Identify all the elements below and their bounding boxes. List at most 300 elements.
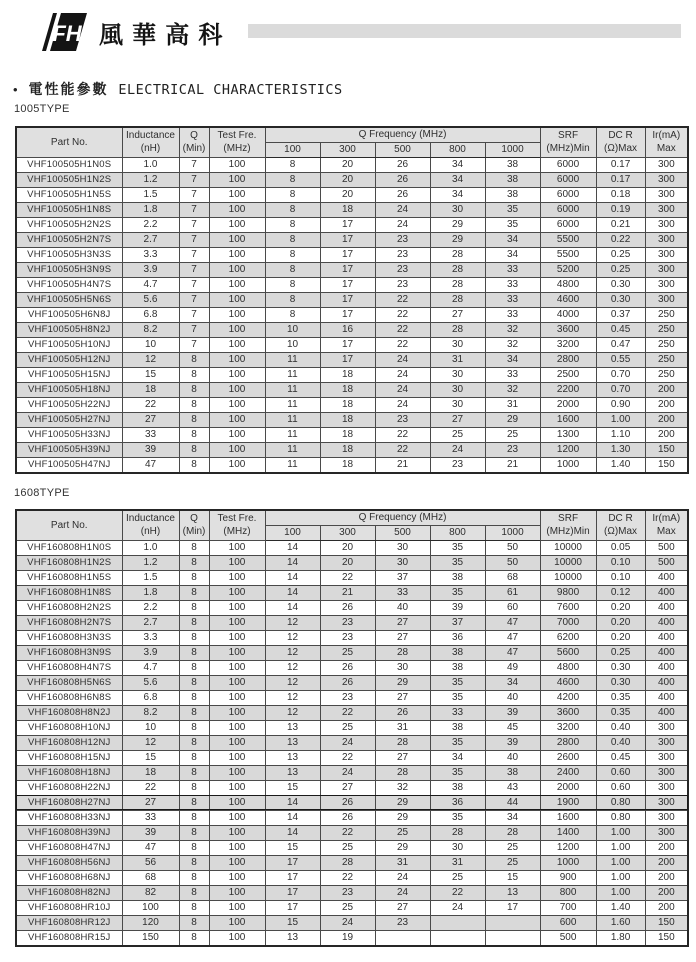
cell-value: 30 bbox=[430, 382, 485, 397]
cell-value: 24 bbox=[375, 202, 430, 217]
table-row bbox=[16, 675, 688, 690]
table-row bbox=[16, 262, 688, 277]
cell-value: 100 bbox=[209, 277, 265, 292]
cell-value: 38 bbox=[430, 780, 485, 795]
cell-value: 8 bbox=[179, 630, 209, 645]
cell-value: 18 bbox=[320, 442, 375, 457]
cell-part-no: VHF100505H33NJ bbox=[16, 427, 122, 442]
cell-value: 34 bbox=[485, 232, 540, 247]
cell-value: 18 bbox=[320, 397, 375, 412]
cell-value: 150 bbox=[645, 442, 688, 457]
cell-value: 26 bbox=[320, 810, 375, 825]
table-row bbox=[16, 187, 688, 202]
cell-value: 39 bbox=[122, 442, 179, 457]
cell-value: 12 bbox=[265, 705, 320, 720]
col-part-no: Part No. bbox=[16, 127, 122, 157]
cell-part-no: VHF160808HR10J bbox=[16, 900, 122, 915]
cell-value: 200 bbox=[645, 870, 688, 885]
cell-value: 100 bbox=[209, 810, 265, 825]
cell-value: 0.90 bbox=[596, 397, 645, 412]
col-dcr-line2: (Ω)Max bbox=[604, 143, 638, 155]
cell-value: 2800 bbox=[540, 735, 596, 750]
cell-value: 8 bbox=[265, 232, 320, 247]
cell-value: 22 bbox=[375, 427, 430, 442]
table-row bbox=[16, 855, 688, 870]
cell-value: 20 bbox=[320, 157, 375, 172]
cell-value: 300 bbox=[645, 232, 688, 247]
cell-value: 32 bbox=[485, 382, 540, 397]
cell-value: 30 bbox=[430, 840, 485, 855]
cell-value: 28 bbox=[375, 735, 430, 750]
table-row bbox=[16, 660, 688, 675]
cell-value: 4.7 bbox=[122, 660, 179, 675]
col-ir-line1: Ir(mA) bbox=[652, 512, 681, 524]
cell-value: 24 bbox=[430, 442, 485, 457]
cell-value: 150 bbox=[645, 457, 688, 473]
cell-part-no: VHF100505H22NJ bbox=[16, 397, 122, 412]
cell-value: 250 bbox=[645, 337, 688, 352]
cell-value: 23 bbox=[375, 232, 430, 247]
cell-value: 14 bbox=[265, 570, 320, 585]
cell-part-no: VHF160808H3N3S bbox=[16, 630, 122, 645]
cell-value: 6000 bbox=[540, 202, 596, 217]
cell-value: 2500 bbox=[540, 367, 596, 382]
col-q-frequency: Q Frequency (MHz) bbox=[265, 127, 540, 142]
cell-value: 8 bbox=[179, 840, 209, 855]
cell-value: 2200 bbox=[540, 382, 596, 397]
cell-value: 1.00 bbox=[596, 855, 645, 870]
cell-value: 17 bbox=[265, 900, 320, 915]
cell-value: 22 bbox=[320, 705, 375, 720]
col-srf-line2: (MHz)Min bbox=[546, 143, 590, 155]
cell-value: 100 bbox=[209, 555, 265, 570]
cell-value: 39 bbox=[122, 825, 179, 840]
col-srf-line1: SRF bbox=[558, 129, 579, 141]
cell-value: 100 bbox=[209, 795, 265, 810]
cell-part-no: VHF100505H3N9S bbox=[16, 262, 122, 277]
cell-value bbox=[430, 930, 485, 946]
cell-value: 300 bbox=[645, 172, 688, 187]
cell-part-no: VHF160808H1N5S bbox=[16, 570, 122, 585]
cell-value: 500 bbox=[645, 540, 688, 555]
cell-value: 100 bbox=[209, 720, 265, 735]
cell-value: 14 bbox=[265, 795, 320, 810]
col-dcr-line2: (Ω)Max bbox=[604, 526, 638, 538]
cell-value: 27 bbox=[122, 412, 179, 427]
cell-value: 8.2 bbox=[122, 322, 179, 337]
cell-value: 7 bbox=[179, 217, 209, 232]
cell-value: 100 bbox=[209, 352, 265, 367]
cell-value: 38 bbox=[485, 187, 540, 202]
cell-value: 21 bbox=[485, 457, 540, 473]
cell-value: 22 bbox=[122, 780, 179, 795]
cell-value: 8 bbox=[179, 412, 209, 427]
cell-value: 300 bbox=[645, 765, 688, 780]
cell-value: 6000 bbox=[540, 172, 596, 187]
cell-part-no: VHF100505H12NJ bbox=[16, 352, 122, 367]
cell-value: 24 bbox=[375, 352, 430, 367]
cell-value: 8 bbox=[179, 367, 209, 382]
cell-value: 38 bbox=[485, 765, 540, 780]
cell-value: 23 bbox=[375, 262, 430, 277]
cell-value: 100 bbox=[209, 900, 265, 915]
col-freq-300: 300 bbox=[320, 525, 375, 540]
col-test-fre-line1: Test Fre. bbox=[217, 129, 257, 141]
cell-value: 0.18 bbox=[596, 187, 645, 202]
cell-value: 22 bbox=[122, 397, 179, 412]
cell-value: 1200 bbox=[540, 442, 596, 457]
cell-value: 36 bbox=[430, 630, 485, 645]
cell-value: 23 bbox=[320, 885, 375, 900]
cell-value: 26 bbox=[320, 675, 375, 690]
cell-value: 23 bbox=[320, 690, 375, 705]
cell-value: 300 bbox=[645, 217, 688, 232]
cell-value: 100 bbox=[209, 322, 265, 337]
cell-part-no: VHF100505H15NJ bbox=[16, 367, 122, 382]
table-row bbox=[16, 337, 688, 352]
cell-value: 100 bbox=[209, 915, 265, 930]
col-freq-500: 500 bbox=[375, 142, 430, 157]
cell-value: 8 bbox=[265, 262, 320, 277]
col-dcr bbox=[596, 510, 645, 540]
cell-value: 11 bbox=[265, 412, 320, 427]
cell-value: 7 bbox=[179, 322, 209, 337]
cell-value: 8 bbox=[265, 187, 320, 202]
cell-value: 35 bbox=[430, 540, 485, 555]
cell-value: 29 bbox=[430, 217, 485, 232]
cell-value: 100 bbox=[209, 645, 265, 660]
cell-value: 22 bbox=[320, 570, 375, 585]
cell-value: 0.80 bbox=[596, 810, 645, 825]
cell-value: 0.80 bbox=[596, 795, 645, 810]
cell-value: 29 bbox=[375, 675, 430, 690]
cell-value: 40 bbox=[485, 750, 540, 765]
col-freq-800: 800 bbox=[430, 142, 485, 157]
cell-value: 32 bbox=[485, 337, 540, 352]
cell-value: 100 bbox=[209, 292, 265, 307]
cell-value: 31 bbox=[430, 352, 485, 367]
cell-value: 8 bbox=[179, 585, 209, 600]
header-row-1 bbox=[16, 127, 688, 142]
cell-value: 7 bbox=[179, 202, 209, 217]
cell-value: 27 bbox=[375, 750, 430, 765]
cell-value: 25 bbox=[320, 900, 375, 915]
cell-value: 100 bbox=[209, 427, 265, 442]
table-1005type bbox=[15, 126, 689, 474]
cell-value: 34 bbox=[485, 810, 540, 825]
cell-value: 1.60 bbox=[596, 915, 645, 930]
cell-value: 200 bbox=[645, 382, 688, 397]
table-row bbox=[16, 442, 688, 457]
cell-value: 8 bbox=[179, 720, 209, 735]
cell-part-no: VHF160808H82NJ bbox=[16, 885, 122, 900]
cell-value: 100 bbox=[209, 397, 265, 412]
cell-value: 13 bbox=[265, 765, 320, 780]
cell-value: 45 bbox=[485, 720, 540, 735]
cell-value: 100 bbox=[209, 202, 265, 217]
cell-value: 18 bbox=[122, 382, 179, 397]
cell-value: 8 bbox=[179, 675, 209, 690]
cell-value: 28 bbox=[430, 247, 485, 262]
cell-value: 8 bbox=[265, 217, 320, 232]
cell-value: 3.9 bbox=[122, 262, 179, 277]
cell-value: 400 bbox=[645, 585, 688, 600]
cell-value: 100 bbox=[209, 540, 265, 555]
cell-value: 23 bbox=[320, 615, 375, 630]
cell-value: 34 bbox=[430, 750, 485, 765]
table-row bbox=[16, 232, 688, 247]
cell-value: 8 bbox=[179, 397, 209, 412]
cell-value: 0.19 bbox=[596, 202, 645, 217]
cell-value: 8 bbox=[179, 690, 209, 705]
col-inductance bbox=[122, 510, 179, 540]
cell-part-no: VHF160808H1N0S bbox=[16, 540, 122, 555]
cell-value: 300 bbox=[645, 780, 688, 795]
table-row bbox=[16, 292, 688, 307]
cell-value: 12 bbox=[265, 645, 320, 660]
cell-value: 8 bbox=[179, 540, 209, 555]
cell-value: 700 bbox=[540, 900, 596, 915]
cell-value: 15 bbox=[122, 367, 179, 382]
cell-value: 1.00 bbox=[596, 825, 645, 840]
cell-value: 27 bbox=[430, 412, 485, 427]
col-srf-line1: SRF bbox=[558, 512, 579, 524]
cell-value: 100 bbox=[209, 675, 265, 690]
col-q-min bbox=[179, 510, 209, 540]
cell-value: 0.20 bbox=[596, 600, 645, 615]
cell-value: 27 bbox=[375, 690, 430, 705]
cell-value: 19 bbox=[320, 930, 375, 946]
table-row bbox=[16, 630, 688, 645]
cell-value: 28 bbox=[430, 277, 485, 292]
cell-value: 68 bbox=[122, 870, 179, 885]
cell-value: 33 bbox=[485, 367, 540, 382]
cell-value: 2000 bbox=[540, 780, 596, 795]
cell-value: 35 bbox=[430, 675, 485, 690]
cell-value: 4000 bbox=[540, 307, 596, 322]
cell-value: 33 bbox=[430, 705, 485, 720]
cell-part-no: VHF160808H22NJ bbox=[16, 780, 122, 795]
table-row bbox=[16, 750, 688, 765]
cell-part-no: VHF100505H10NJ bbox=[16, 337, 122, 352]
cell-value: 300 bbox=[645, 720, 688, 735]
cell-value: 38 bbox=[430, 645, 485, 660]
cell-part-no: VHF100505H4N7S bbox=[16, 277, 122, 292]
table-row bbox=[16, 217, 688, 232]
col-q-min-line2: (Min) bbox=[182, 143, 206, 155]
cell-part-no: VHF160808H68NJ bbox=[16, 870, 122, 885]
cell-value: 200 bbox=[645, 427, 688, 442]
cell-value: 1.2 bbox=[122, 555, 179, 570]
table-row bbox=[16, 810, 688, 825]
cell-value: 16 bbox=[320, 322, 375, 337]
cell-value: 35 bbox=[430, 810, 485, 825]
cell-value: 250 bbox=[645, 322, 688, 337]
col-freq-100: 100 bbox=[265, 142, 320, 157]
table-row bbox=[16, 570, 688, 585]
cell-value: 150 bbox=[645, 930, 688, 946]
cell-value: 300 bbox=[645, 262, 688, 277]
cell-value: 13 bbox=[265, 750, 320, 765]
cell-value: 0.70 bbox=[596, 367, 645, 382]
cell-value: 25 bbox=[430, 427, 485, 442]
fenghua-logo-icon bbox=[33, 13, 87, 51]
cell-value: 7 bbox=[179, 187, 209, 202]
cell-value: 25 bbox=[320, 720, 375, 735]
cell-part-no: VHF100505H8N2J bbox=[16, 322, 122, 337]
col-inductance-line2: (nH) bbox=[140, 143, 161, 155]
cell-value: 38 bbox=[430, 570, 485, 585]
cell-value: 25 bbox=[320, 840, 375, 855]
cell-value: 400 bbox=[645, 675, 688, 690]
cell-value: 8 bbox=[179, 765, 209, 780]
cell-value: 6200 bbox=[540, 630, 596, 645]
cell-value: 300 bbox=[645, 825, 688, 840]
col-srf bbox=[540, 510, 596, 540]
cell-value: 7600 bbox=[540, 600, 596, 615]
cell-value: 8 bbox=[179, 735, 209, 750]
cell-value: 35 bbox=[430, 690, 485, 705]
cell-part-no: VHF100505H1N2S bbox=[16, 172, 122, 187]
cell-value: 17 bbox=[265, 885, 320, 900]
cell-value: 8 bbox=[179, 795, 209, 810]
cell-value: 8 bbox=[179, 645, 209, 660]
cell-value: 26 bbox=[320, 600, 375, 615]
cell-value: 0.25 bbox=[596, 247, 645, 262]
cell-part-no: VHF160808H6N8S bbox=[16, 690, 122, 705]
table-row bbox=[16, 585, 688, 600]
cell-value: 13 bbox=[265, 930, 320, 946]
cell-value: 3600 bbox=[540, 322, 596, 337]
cell-value: 22 bbox=[375, 322, 430, 337]
cell-value: 7 bbox=[179, 247, 209, 262]
header-divider-bar bbox=[248, 24, 681, 38]
cell-value: 35 bbox=[430, 585, 485, 600]
cell-value: 400 bbox=[645, 660, 688, 675]
cell-part-no: VHF160808H10NJ bbox=[16, 720, 122, 735]
cell-value: 24 bbox=[375, 382, 430, 397]
cell-value: 13 bbox=[265, 735, 320, 750]
cell-value: 33 bbox=[485, 262, 540, 277]
cell-value: 0.70 bbox=[596, 382, 645, 397]
cell-value: 7 bbox=[179, 337, 209, 352]
cell-part-no: VHF160808H3N9S bbox=[16, 645, 122, 660]
cell-value: 50 bbox=[485, 555, 540, 570]
cell-value: 34 bbox=[485, 247, 540, 262]
cell-value: 35 bbox=[430, 555, 485, 570]
cell-value: 30 bbox=[430, 367, 485, 382]
cell-value: 500 bbox=[540, 930, 596, 946]
cell-value: 11 bbox=[265, 457, 320, 473]
cell-value: 1.30 bbox=[596, 442, 645, 457]
col-q-min-line2: (Min) bbox=[182, 526, 206, 538]
cell-value: 1600 bbox=[540, 810, 596, 825]
cell-value: 8 bbox=[179, 615, 209, 630]
table-row bbox=[16, 690, 688, 705]
col-srf-line2: (MHz)Min bbox=[546, 526, 590, 538]
cell-value: 31 bbox=[375, 855, 430, 870]
table-row bbox=[16, 427, 688, 442]
cell-value: 68 bbox=[485, 570, 540, 585]
cell-part-no: VHF160808H33NJ bbox=[16, 810, 122, 825]
cell-value: 3200 bbox=[540, 337, 596, 352]
cell-value: 1.00 bbox=[596, 840, 645, 855]
col-dcr-line1: DC R bbox=[608, 129, 633, 141]
table-row bbox=[16, 615, 688, 630]
cell-value: 23 bbox=[375, 412, 430, 427]
table-row bbox=[16, 600, 688, 615]
col-inductance-line1: Inductance bbox=[126, 512, 175, 524]
col-test-fre-line1: Test Fre. bbox=[217, 512, 257, 524]
cell-value: 1.5 bbox=[122, 187, 179, 202]
table-row bbox=[16, 277, 688, 292]
table-row bbox=[16, 352, 688, 367]
table-row bbox=[16, 157, 688, 172]
cell-value: 3.3 bbox=[122, 630, 179, 645]
cell-value: 28 bbox=[320, 855, 375, 870]
cell-value: 38 bbox=[430, 660, 485, 675]
cell-value: 18 bbox=[320, 457, 375, 473]
table-row bbox=[16, 735, 688, 750]
cell-value: 14 bbox=[265, 540, 320, 555]
cell-value: 35 bbox=[485, 202, 540, 217]
col-test-fre-line2: (MHz) bbox=[223, 526, 251, 538]
cell-value: 34 bbox=[430, 172, 485, 187]
cell-value: 8 bbox=[179, 457, 209, 473]
cell-value: 38 bbox=[485, 172, 540, 187]
cell-value: 0.60 bbox=[596, 765, 645, 780]
cell-value: 8 bbox=[179, 570, 209, 585]
cell-value: 200 bbox=[645, 412, 688, 427]
cell-value: 10000 bbox=[540, 570, 596, 585]
cell-value: 200 bbox=[645, 397, 688, 412]
cell-value: 56 bbox=[122, 855, 179, 870]
cell-value: 100 bbox=[209, 780, 265, 795]
cell-value: 25 bbox=[430, 870, 485, 885]
col-srf bbox=[540, 127, 596, 157]
cell-value: 0.40 bbox=[596, 720, 645, 735]
col-q-frequency: Q Frequency (MHz) bbox=[265, 510, 540, 525]
cell-value: 4.7 bbox=[122, 277, 179, 292]
cell-value: 33 bbox=[375, 585, 430, 600]
cell-value: 33 bbox=[485, 292, 540, 307]
col-freq-1000: 1000 bbox=[485, 525, 540, 540]
cell-value: 29 bbox=[485, 412, 540, 427]
cell-value: 8 bbox=[265, 247, 320, 262]
cell-value: 1.8 bbox=[122, 202, 179, 217]
cell-value: 22 bbox=[375, 442, 430, 457]
cell-value: 400 bbox=[645, 645, 688, 660]
cell-value: 6000 bbox=[540, 157, 596, 172]
cell-value: 23 bbox=[375, 915, 430, 930]
cell-value: 27 bbox=[430, 307, 485, 322]
col-q-min bbox=[179, 127, 209, 157]
cell-value: 8 bbox=[179, 900, 209, 915]
cell-value: 22 bbox=[375, 307, 430, 322]
cell-value: 17 bbox=[320, 307, 375, 322]
cell-value: 5.6 bbox=[122, 292, 179, 307]
cell-value: 18 bbox=[320, 412, 375, 427]
cell-part-no: VHF100505H2N7S bbox=[16, 232, 122, 247]
cell-value: 24 bbox=[375, 870, 430, 885]
cell-value: 28 bbox=[430, 825, 485, 840]
section-heading bbox=[13, 79, 343, 99]
cell-value: 100 bbox=[209, 735, 265, 750]
cell-value: 100 bbox=[209, 840, 265, 855]
cell-value: 3.9 bbox=[122, 645, 179, 660]
cell-value: 0.30 bbox=[596, 277, 645, 292]
cell-value: 44 bbox=[485, 795, 540, 810]
